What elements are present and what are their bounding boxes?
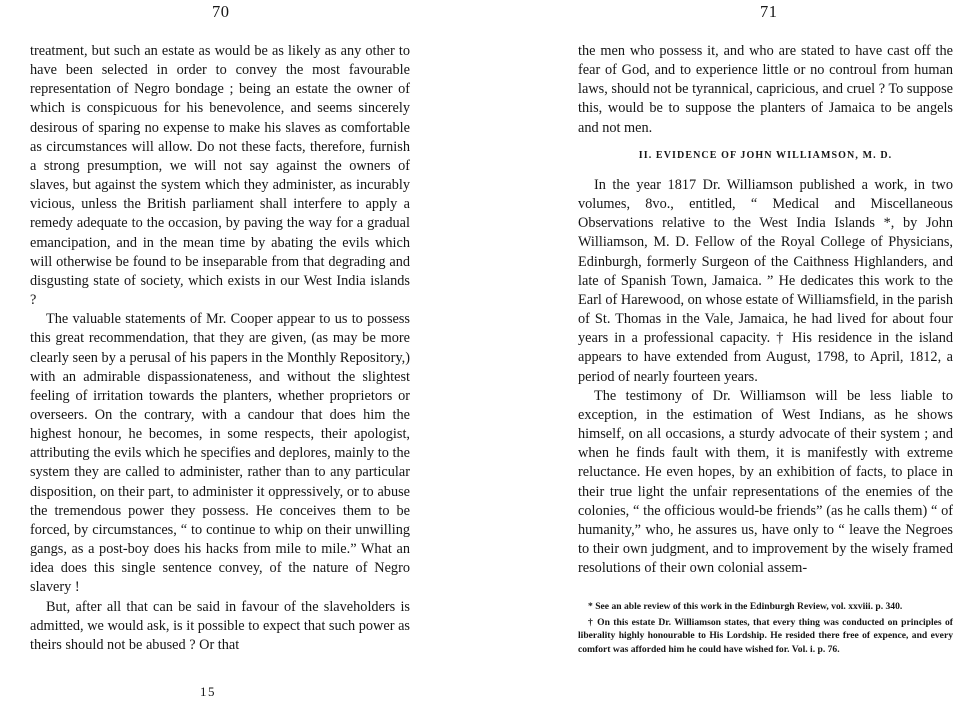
body-paragraph: treatment, but such an estate as would be as likely as any other to have been selected in order to convey the most favourable representation of Negro bondage ; being an estate the owner of which is conspicuous for his benevolence, and seems sincerely desirous of sparing no expense to make his slaves as comfortable as circumstances will allow. Do not these facts, therefore, furnish a strong presumption, we will not say against the owners of slaves, but against the system which they administer, as incurably vicious, unless the British parliament shall interfere to apply a remedy adequate to the occasion, by paving the way for a gradual emancipation, and in the mean time by abating the evils which will otherwise be found to be inseparable from that degrading and disgusting state of society, which exists in our West India islands ?: [30, 43, 410, 309]
right-body-text-top: [578, 42, 953, 138]
footnotes: [578, 600, 953, 658]
body-paragraph: But, after all that can be said in favour of the slaveholders is admitted, we would ask, is it possible to expect that such power as theirs should not be abused ? Or that: [30, 598, 410, 653]
body-paragraph: the men who possess it, and who are stated to have cast off the fear of God, and to experience little or no controul from human laws, should not be tyrannical, capricious, and cruel ? To suppose this, would be to suppose the planters of Jamaica to be angels and not men.: [578, 43, 953, 136]
body-paragraph: The testimony of Dr. Williamson will be less liable to exception, in the estimation of West Indians, as he shows himself, on all occasions, a sturdy advocate of their system ; and when he finds fault with them, it is manifestly with extreme reluctance. He even hopes, by an exhibition of facts, to place in their true light the unfair representations of the enemies of the colonies, “ the officious would-be friends” (as he calls them) “ of humanity,” who, he assures us, have only to “ leave the Negroes to their own judgment, and to improvement by the wisely framed resolutions of their own colonial assem-: [578, 387, 953, 577]
section-heading: II. EVIDENCE OF JOHN WILLIAMSON, M. D.: [638, 150, 893, 161]
right-body-text: [578, 176, 953, 578]
footnote: * See an able review of this work in the Edinburgh Review, vol. xxviii. p. 340.: [588, 601, 903, 612]
body-paragraph: The valuable statements of Mr. Cooper appear to us to possess this great recommendation, that they are given, (as may be more clearly seen by a perusal of his papers in the Monthly Repository,) with an admirable dispassionateness, and without the slightest feeling of irritation towards the planters, whether proprietors or overseers. On the contrary, with a candour that does him the highest honour, he becomes, in some respects, their apologist, attributing the evils which he specifies and deplores, mainly to the system they are called to administer, rather than to any particular disposition, on their part, to administer it oppressively, or to abuse the tremendous power they possess. He conceives them to be forced, by circumstances, “ to continue to whip on their unwilling gangs, as a post-boy does his hacks from mile to mile.” What an idea does this single sentence convey, of the nature of Negro slavery !: [30, 311, 410, 596]
printer-signature-mark: 15: [200, 684, 216, 699]
right-page: [490, 0, 980, 706]
footnote: † On this estate Dr. Williamson states, that every thing was conducted on principles of liberality highly honourable to His Lordship. He resided there free of expence, and every comfort was afforded him he could have wished for. Vol. i. p. 76.: [578, 616, 953, 655]
page-number: 70: [212, 2, 230, 21]
left-body-text: [30, 42, 410, 655]
page-number: 71: [760, 2, 778, 21]
body-paragraph: In the year 1817 Dr. Williamson published a work, in two volumes, 8vo., entitled, “ Medical and Miscellaneous Observations relative to the West India Islands *, by John Williamson, M. D. Fellow of the Royal College of Physicians, Edinburgh, formerly Surgeon of the Caithness Highlanders, and late of Spanish Town, Jamaica. ” He dedicates this work to the Earl of Harewood, on whose estate of Williamsfield, in the parish of St. Thomas in the Vale, Jamaica, he had lived for about four years in a professional capacity. † His residence in the island appears to have extended from August, 1798, to April, 1812, a period of nearly fourteen years.: [578, 177, 953, 385]
